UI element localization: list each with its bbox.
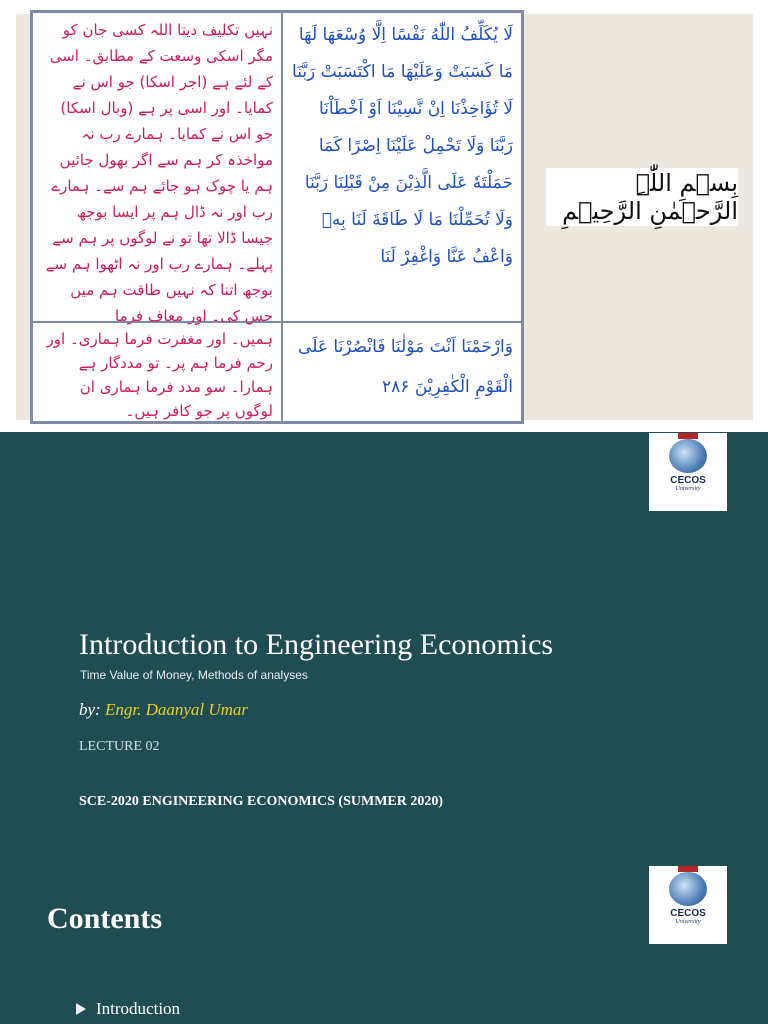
graduation-cap-icon bbox=[678, 433, 698, 439]
title-slide bbox=[0, 432, 768, 856]
list-item bbox=[76, 999, 180, 1019]
arabic-verse-bottom: وَارْحَمْنَا اَنْتَ مَوْلٰنَا فَانْصُرْنَا عَلَى الْقَوْمِ الْكٰفِرِيْنَ ۲۸۶ bbox=[282, 322, 522, 422]
logo-subtitle: University bbox=[675, 919, 701, 925]
contents-slide bbox=[0, 856, 768, 1024]
bismillah-calligraphy: بِسۡمِ اللّٰہِ الرَّحۡمٰنِ الرَّحِیۡمِ bbox=[546, 168, 738, 226]
author-line bbox=[79, 700, 248, 720]
course-label: SCE-2020 ENGINEERING ECONOMICS (SUMMER 2020) bbox=[79, 794, 444, 809]
author-name: Engr. Daanyal Umar bbox=[104, 700, 249, 719]
university-logo bbox=[649, 433, 727, 511]
logo-name: CECOS bbox=[670, 908, 706, 919]
quran-verse-slide bbox=[0, 0, 768, 432]
university-logo bbox=[649, 866, 727, 944]
slide-title: Introduction to Engineering Economics bbox=[79, 628, 554, 661]
slide-subtitle: Time Value of Money, Methods of analyses bbox=[80, 668, 308, 682]
urdu-translation-top: نہیں تکلیف دیتا اللہ کسی جان کو مگر اسکی وسعت کے مطابق۔ اسی کے لئے ہے (اجر اسکا) جو اس نے کمایا۔ اور اسی پر ہے (وبال اسکا) جو اس نے کمایا۔ ہمارے رب نہ مواخذہ کر ہم سے اگر بھول جائیں ہم یا چوک ہو جائے ہم سے۔ ہمارے رب اور نہ ڈال ہم پر ایسا بوجھ جیسا ڈالا تھا تو نے لوگوں پر ہم سے پہلے۔ ہمارے رب اور نہ اٹھوا ہم سے بوجھ اتنا کہ نہیں طاقت ہم میں جس کی۔ اور معاف فرما bbox=[32, 12, 282, 322]
by-prefix: by: bbox=[79, 700, 105, 719]
graduation-cap-icon bbox=[678, 866, 698, 872]
globe-icon bbox=[669, 439, 707, 473]
globe-icon bbox=[669, 872, 707, 906]
lecture-label: LECTURE 02 bbox=[79, 739, 160, 754]
logo-name: CECOS bbox=[670, 475, 706, 486]
verse-table bbox=[30, 10, 524, 424]
logo-subtitle: University bbox=[675, 486, 701, 492]
arabic-verse-top: لَا يُكَلِّفُ اللّٰهُ نَفْسًا اِلَّا وُسْعَهَا لَهَا مَا كَسَبَتْ وَعَلَيْهَا مَا اكْتَسَبَتْ رَبَّنَا لَا تُؤَاخِذْنَا اِنْ نَّسِيْنَا اَوْ اَخْطَاْنَا رَبَّنَا وَلَا تَحْمِلْ عَلَيْنَا اِصْرًا كَمَا حَمَلْتَهٗ عَلَى الَّذِيْنَ مِنْ قَبْلِنَا رَبَّنَا وَلَا تُحَمِّلْنَا مَا لَا طَاقَةَ لَنَا بِهٖ وَاعْفُ عَنَّا وَاغْفِرْ لَنَا bbox=[282, 12, 522, 322]
triangle-bullet-icon bbox=[76, 1003, 86, 1015]
contents-heading: Contents bbox=[47, 902, 163, 935]
urdu-translation-bottom: ہمیں۔ اور مغفرت فرما ہماری۔ اور رحم فرما ہم پر۔ تو مددگار ہے ہمارا۔ سو مدد فرما ہماری ان لوگوں پر جو کافر ہیں۔ bbox=[32, 322, 282, 422]
bullet-introduction: Introduction bbox=[96, 999, 181, 1018]
